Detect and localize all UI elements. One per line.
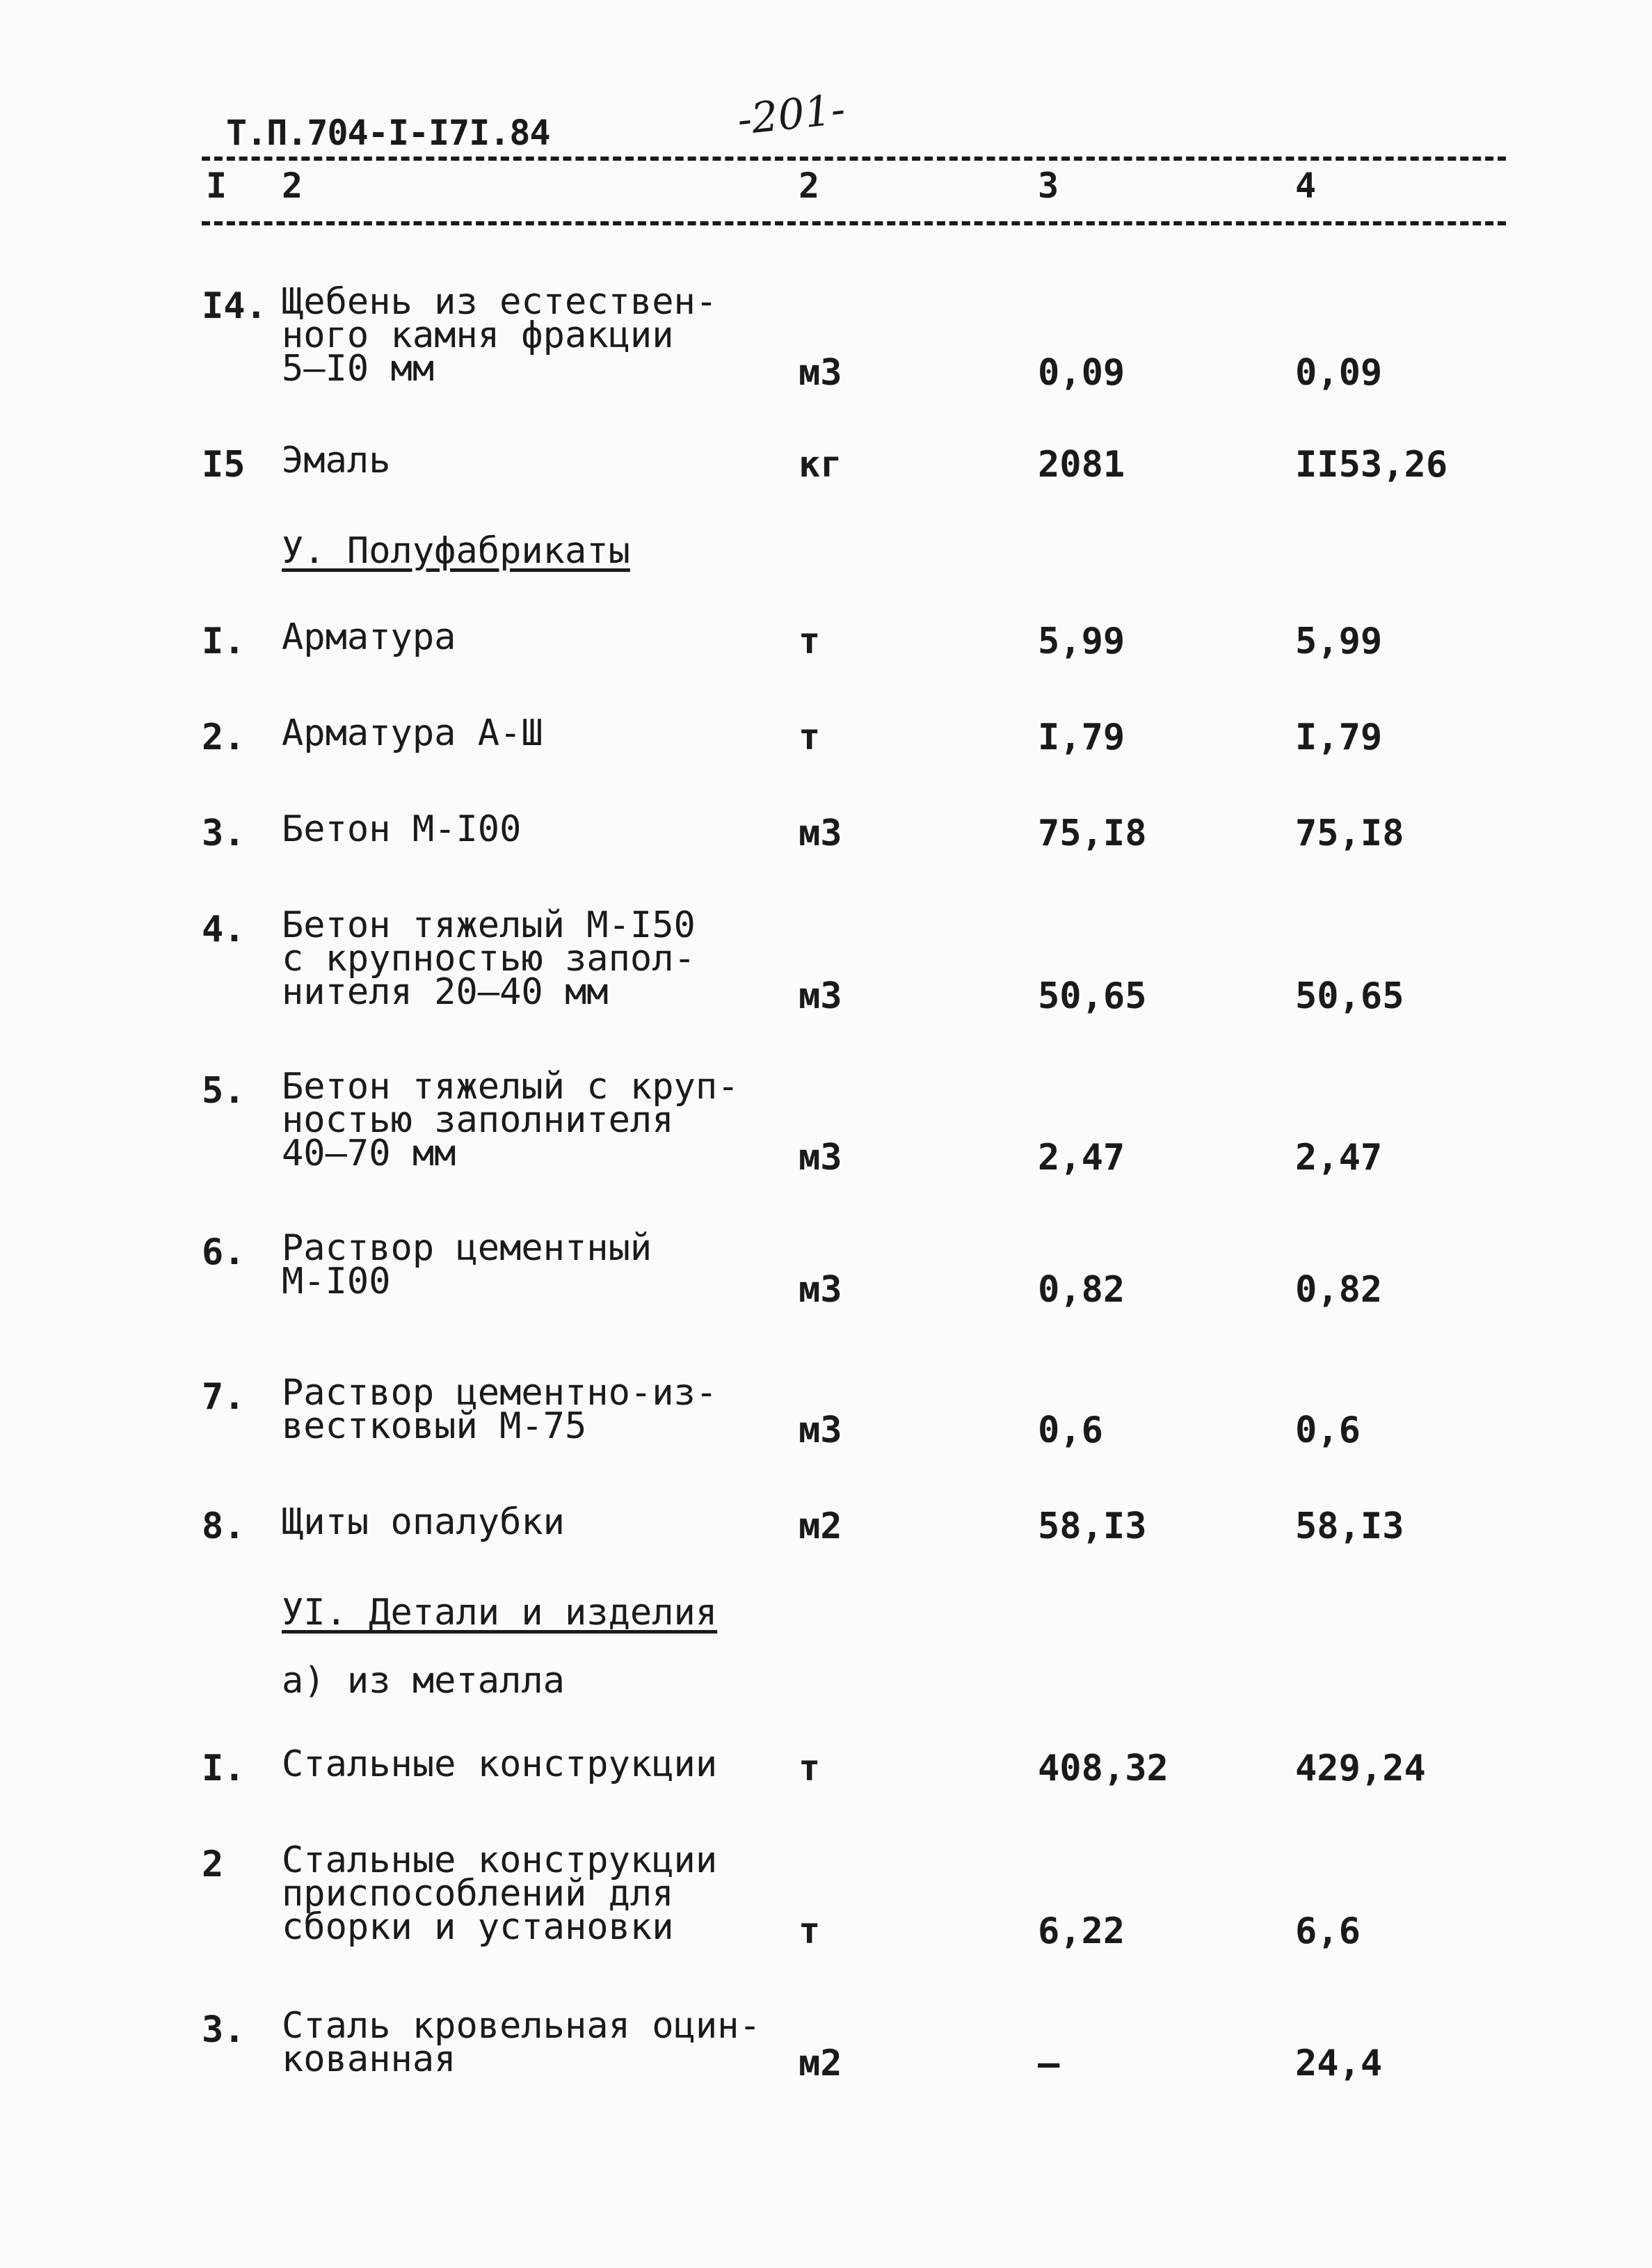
unit-cell: м3 bbox=[799, 352, 842, 394]
value-col4: 5,99 bbox=[1295, 621, 1383, 662]
value-col3: 408,32 bbox=[1038, 1748, 1169, 1789]
unit-cell: м2 bbox=[799, 1506, 842, 1547]
row-number: I. bbox=[202, 621, 246, 662]
unit-cell: м3 bbox=[799, 813, 842, 854]
value-col4: II53,26 bbox=[1295, 444, 1448, 486]
row-number: 3. bbox=[202, 813, 246, 854]
value-col3: 58,I3 bbox=[1038, 1506, 1147, 1547]
value-col3: 2081 bbox=[1038, 444, 1125, 486]
value-col3: 6,22 bbox=[1038, 1910, 1125, 1952]
document-code: Т.П.704-I-I7I.84 bbox=[226, 113, 550, 153]
value-col3: – bbox=[1038, 2043, 1060, 2084]
section-heading: УI. Детали и изделия bbox=[282, 1592, 718, 1634]
item-name: Щиты опалубки bbox=[282, 1501, 565, 1543]
value-col4: 429,24 bbox=[1295, 1748, 1426, 1789]
value-col4: 50,65 bbox=[1295, 975, 1404, 1017]
row-number: 4. bbox=[202, 909, 246, 950]
row-number: 2. bbox=[202, 717, 246, 758]
row-number: 2 bbox=[202, 1844, 224, 1885]
row-number: I. bbox=[202, 1748, 246, 1789]
row-number: I5 bbox=[202, 444, 246, 486]
unit-cell: м3 bbox=[799, 975, 842, 1017]
item-name: Сталь кровельная оцин- кованная bbox=[282, 2005, 761, 2080]
value-col4: 24,4 bbox=[1295, 2043, 1383, 2084]
header-bottom-rule bbox=[202, 221, 1506, 225]
value-col4: 0,6 bbox=[1295, 1409, 1361, 1451]
item-name: Стальные конструкции приспособлений для сборки и установки bbox=[282, 1839, 718, 1948]
row-number: I4. bbox=[202, 285, 267, 327]
column-header-3: 3 bbox=[1038, 166, 1059, 206]
column-header-2: 2 bbox=[282, 166, 303, 206]
item-name: Стальные конструкции bbox=[282, 1743, 718, 1785]
row-number: 5. bbox=[202, 1070, 246, 1112]
page-number: -201- bbox=[735, 85, 848, 145]
section-heading: У. Полуфабрикаты bbox=[282, 530, 630, 572]
value-col3: 5,99 bbox=[1038, 621, 1125, 662]
item-name: Арматура А-Ш bbox=[282, 712, 543, 754]
column-header-1: I bbox=[206, 166, 227, 206]
unit-cell: м3 bbox=[799, 1137, 842, 1179]
unit-cell: т bbox=[799, 1910, 821, 1952]
item-name: Арматура bbox=[282, 616, 456, 658]
value-col4: 2,47 bbox=[1295, 1137, 1383, 1179]
value-col4: 58,I3 bbox=[1295, 1506, 1404, 1547]
unit-cell: м2 bbox=[799, 2043, 842, 2084]
value-col4: 0,09 bbox=[1295, 352, 1383, 394]
row-number: 8. bbox=[202, 1506, 246, 1547]
item-name: а) из металла bbox=[282, 1660, 565, 1702]
value-col4: 0,82 bbox=[1295, 1269, 1383, 1311]
value-col3: 75,I8 bbox=[1038, 813, 1147, 854]
item-name: Бетон тяжелый М-I50 с крупностью запол- нителя 20–40 мм bbox=[282, 904, 696, 1013]
item-name: Раствор цементно-из- вестковый М-75 bbox=[282, 1372, 718, 1447]
unit-cell: т bbox=[799, 717, 821, 758]
item-name: Бетон тяжелый с круп- ностью заполнителя 40–70 мм bbox=[282, 1066, 739, 1174]
row-number: 6. bbox=[202, 1231, 246, 1273]
unit-cell: кг bbox=[799, 444, 842, 486]
item-name: Бетон М-I00 bbox=[282, 808, 522, 850]
value-col3: 0,82 bbox=[1038, 1269, 1125, 1311]
unit-cell: м3 bbox=[799, 1409, 842, 1451]
value-col3: 0,09 bbox=[1038, 352, 1125, 394]
item-name: Раствор цементный М-I00 bbox=[282, 1227, 652, 1302]
unit-cell: т bbox=[799, 621, 821, 662]
value-col3: 50,65 bbox=[1038, 975, 1147, 1017]
value-col3: 2,47 bbox=[1038, 1137, 1125, 1179]
value-col3: I,79 bbox=[1038, 717, 1125, 758]
item-name: Щебень из естествен- ного камня фракции 5–I0 мм bbox=[282, 281, 718, 390]
header-top-rule bbox=[202, 157, 1506, 161]
row-number: 7. bbox=[202, 1376, 246, 1418]
item-name: Эмаль bbox=[282, 440, 391, 481]
unit-cell: м3 bbox=[799, 1269, 842, 1311]
value-col3: 0,6 bbox=[1038, 1409, 1103, 1451]
value-col4: I,79 bbox=[1295, 717, 1383, 758]
unit-cell: т bbox=[799, 1748, 821, 1789]
row-number: 3. bbox=[202, 2009, 246, 2051]
column-header-4: 4 bbox=[1295, 166, 1317, 206]
column-header-unit: 2 bbox=[799, 166, 820, 206]
value-col4: 75,I8 bbox=[1295, 813, 1404, 854]
value-col4: 6,6 bbox=[1295, 1910, 1361, 1952]
